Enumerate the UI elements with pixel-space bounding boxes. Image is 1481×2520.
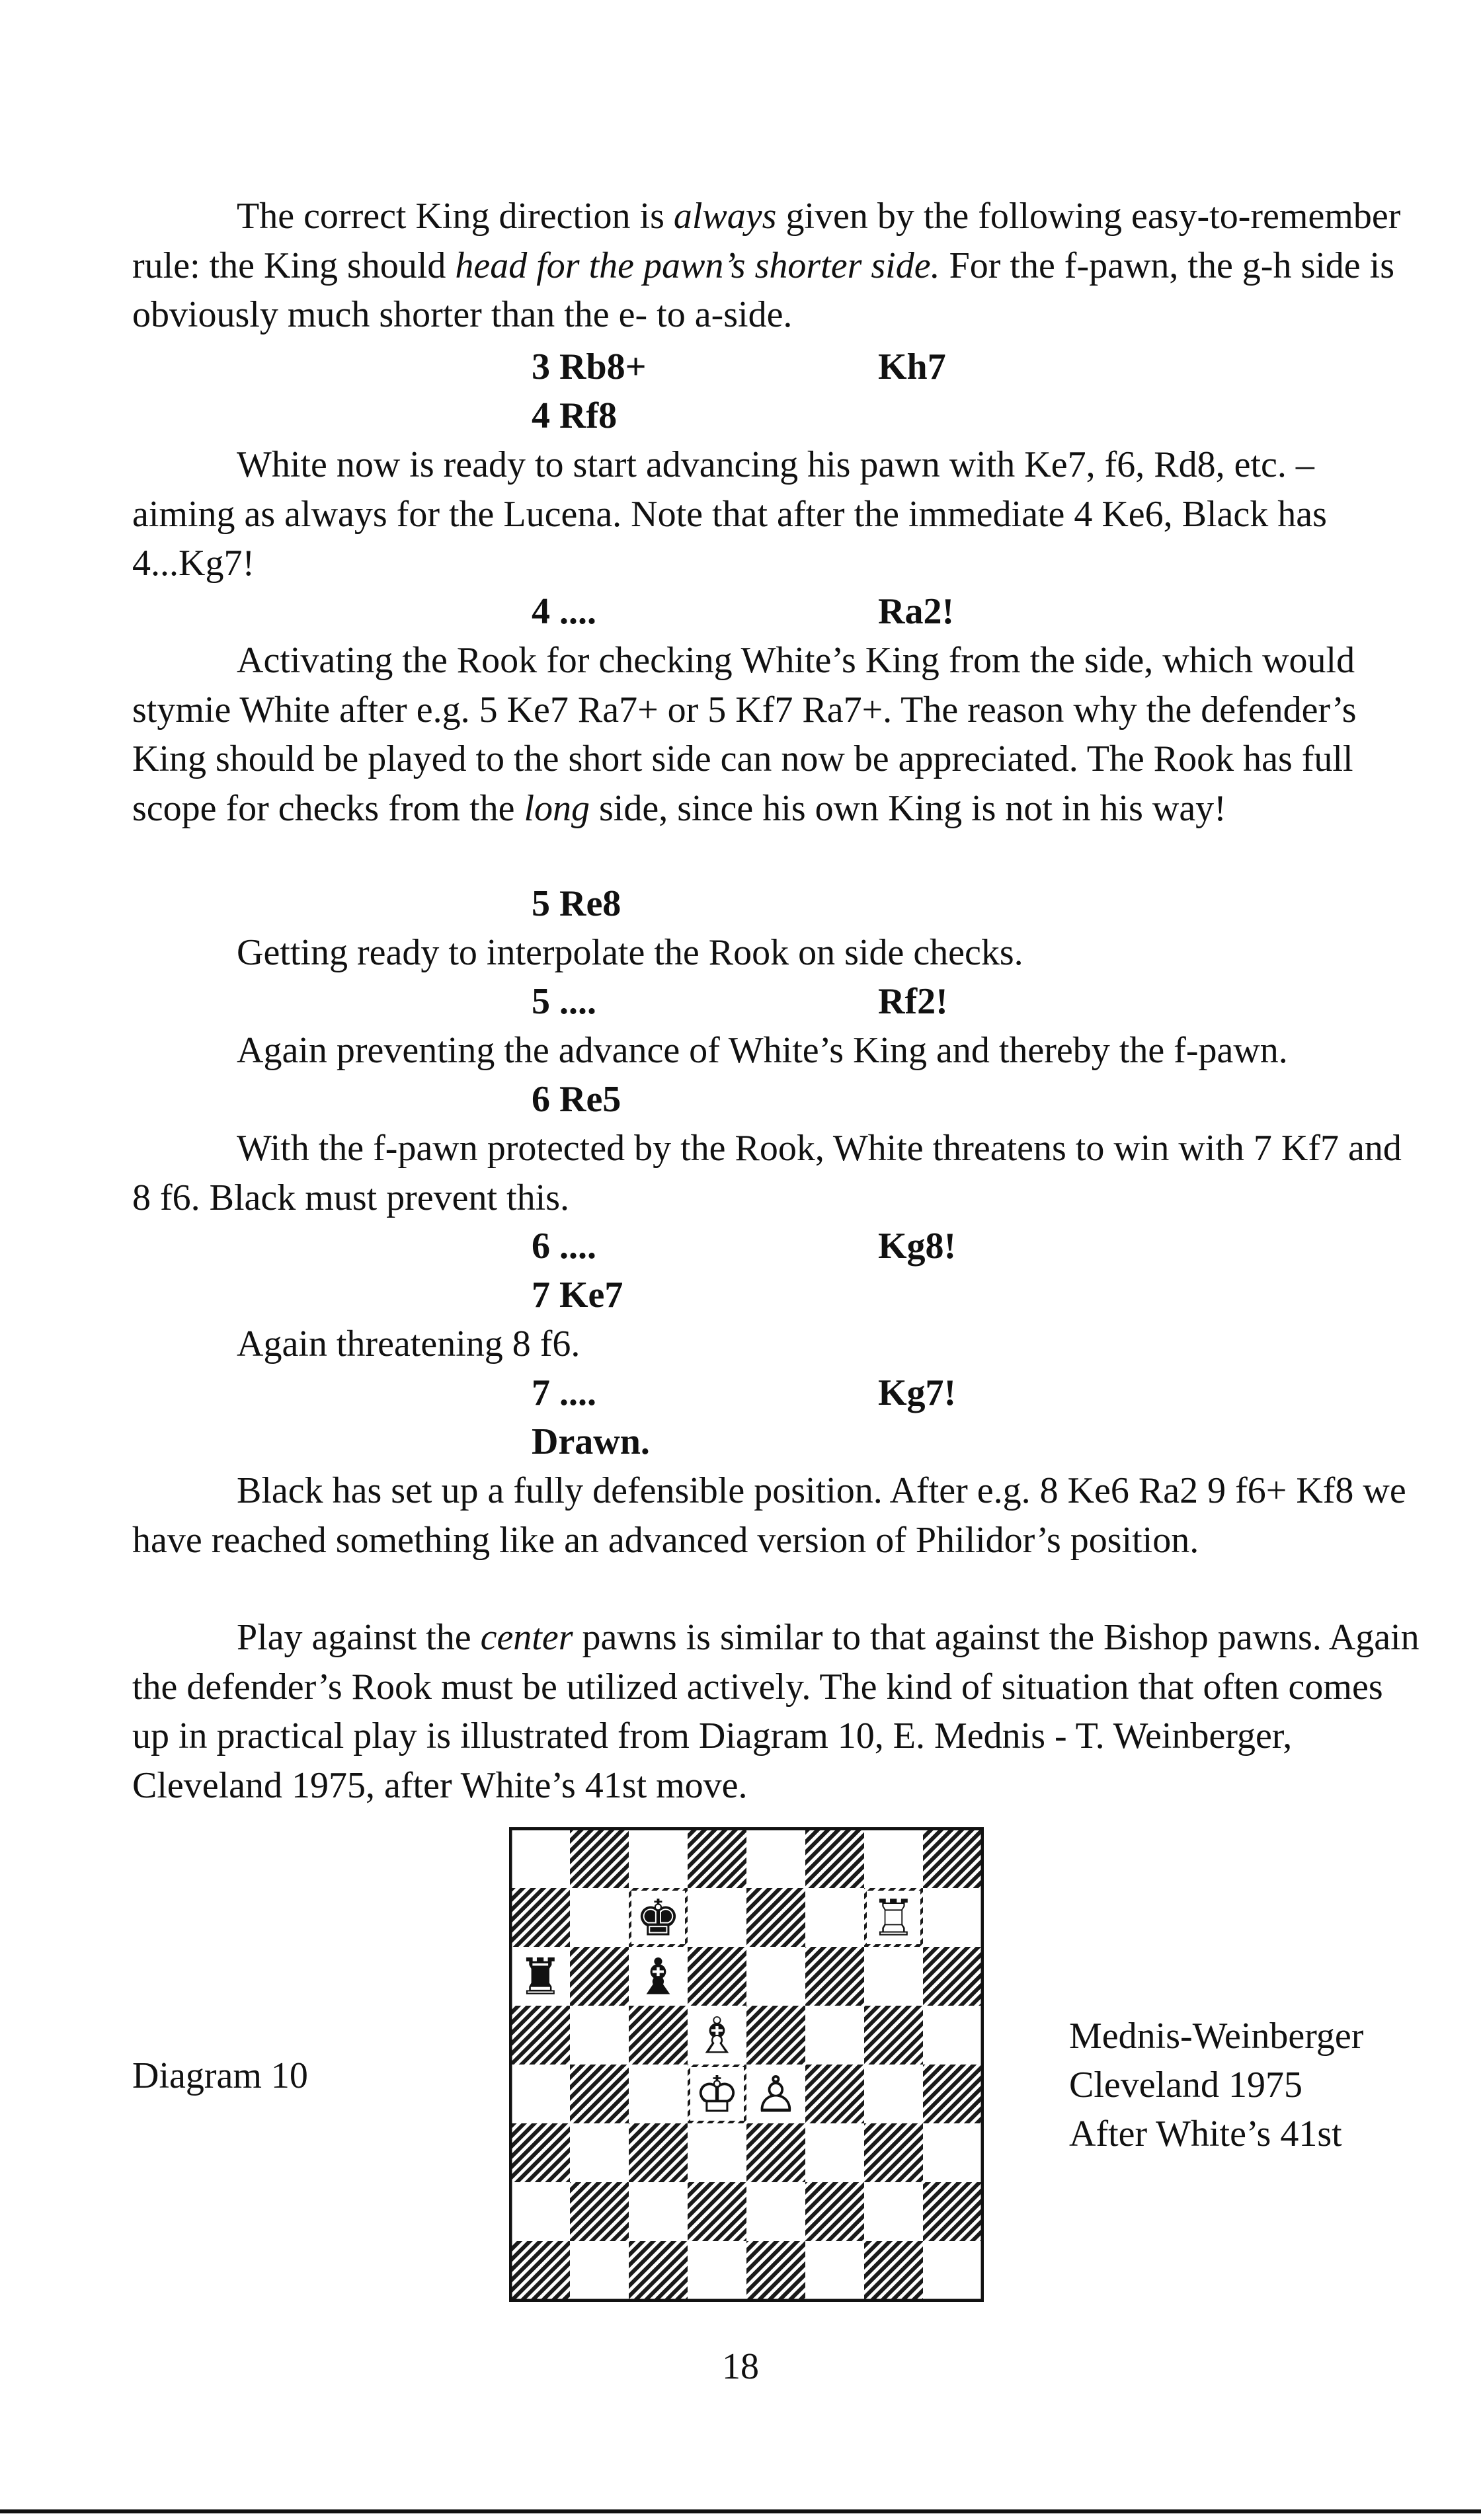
paragraph-preventing-advance: Again preventing the advance of White’s King and thereby the f-pawn. [237, 1030, 1288, 1071]
black-rook-icon: ♜ [518, 1947, 563, 2006]
diagram-label: Diagram 10 [132, 2055, 308, 2096]
dark-square [746, 2241, 805, 2300]
dark-square [746, 2006, 805, 2065]
light-square [805, 2241, 864, 2300]
paragraph-interpolate: Getting ready to interpolate the Rook on side checks. [237, 932, 1023, 973]
light-square [570, 1888, 629, 1947]
light-square [688, 1888, 746, 1947]
dark-square [570, 2182, 629, 2241]
move-4-white: 4 Rf8 [532, 395, 618, 436]
light-square [923, 2241, 982, 2300]
paragraph-ready-to-advance: White now is ready to start advancing his pawn with Ke7, f6, Rd8, etc. – aiming as always for the Lucena. Note that after the immediate 4 Ke6, Black has 4...Kg7! [132, 444, 1327, 584]
move-5-white-dots: 5 .... [532, 981, 596, 1022]
dark-square [864, 2241, 923, 2300]
light-square [864, 2065, 923, 2123]
move-6-black: Kg8! [878, 1226, 957, 1267]
light-square [629, 1829, 688, 1888]
black-bishop-icon: ♝ [635, 1947, 681, 2006]
light-square [629, 2182, 688, 2241]
paragraph-king-direction: The correct King direction is always given by the following easy-to-remember rule: the King should head for the pawn’s shorter side. For the f-pawn, the g-h side is obviously much shorter than the e- to a-side. [132, 196, 1401, 335]
dark-square [923, 2182, 982, 2241]
diagram-caption [1069, 2012, 1363, 2158]
dark-square [511, 1888, 570, 1947]
move-3-white: 3 Rb8+ [532, 346, 647, 387]
dark-square [805, 1829, 864, 1888]
light-square [688, 2123, 746, 2182]
move-4-black: Ra2! [878, 591, 955, 632]
light-square [805, 2123, 864, 2182]
light-square [923, 2123, 982, 2182]
paragraph-f-pawn-protected: With the f-pawn protected by the Rook, White threatens to win with 7 Kf7 and 8 f6. Black must prevent this. [132, 1128, 1402, 1218]
light-square [746, 1947, 805, 2006]
light-square [570, 2241, 629, 2300]
caption-move: After White’s 41st [1069, 2113, 1342, 2154]
light-square [864, 2182, 923, 2241]
dark-square [746, 2123, 805, 2182]
light-square [570, 2123, 629, 2182]
page-number: 18 [722, 2346, 759, 2387]
light-square [746, 2182, 805, 2241]
bottom-rule [0, 2509, 1481, 2513]
light-square [688, 2241, 746, 2300]
light-square [805, 2006, 864, 2065]
dark-square [570, 1947, 629, 2006]
dark-square [864, 2006, 923, 2065]
move-5-white: 5 Re8 [532, 883, 621, 924]
dark-square [570, 1829, 629, 1888]
dark-square [923, 2065, 982, 2123]
dark-square [688, 1947, 746, 2006]
dark-square [629, 2241, 688, 2300]
light-square [805, 1888, 864, 1947]
caption-event: Cleveland 1975 [1069, 2065, 1303, 2106]
move-6-white: 6 Re5 [532, 1079, 621, 1120]
move-4-white-dots: 4 .... [532, 591, 596, 632]
white-bishop-icon: ♗ [694, 2006, 740, 2065]
light-square [629, 2065, 688, 2123]
light-square [864, 1947, 923, 2006]
dark-square [746, 1888, 805, 1947]
dark-square [923, 1947, 982, 2006]
dark-square [805, 1947, 864, 2006]
light-square [511, 1829, 570, 1888]
move-7-white-dots: 7 .... [532, 1372, 596, 1413]
light-square [511, 2182, 570, 2241]
dark-square [570, 2065, 629, 2123]
black-king-icon: ♚ [635, 1888, 681, 1948]
paragraph-threatening-f6: Again threatening 8 f6. [237, 1323, 580, 1364]
dark-square [864, 2123, 923, 2182]
paragraph-activating-rook: Activating the Rook for checking White’s King from the side, which would stymie White after e.g. 5 Ke7 Ra7+ or 5 Kf7 Ra7+. The reason why the defender’s King should be played to the short side can now be appreciated. The Rook has full scope for checks from the long side, since his own King is not in his way! [132, 640, 1357, 829]
result-drawn: Drawn. [532, 1421, 650, 1462]
chess-diagram [509, 1827, 984, 2302]
paragraph-center-pawns: Play against the center pawns is similar to that against the Bishop pawns. Again the defender’s Rook must be utilized actively. The kind of situation that often comes up in practical play is illustrated from Diagram 10, E. Mednis - T. Weinberger, Cleveland 1975, after White’s 41st move. [132, 1617, 1420, 1806]
dark-square [688, 1829, 746, 1888]
white-king-icon: ♔ [694, 2065, 740, 2124]
move-7-white: 7 Ke7 [532, 1275, 623, 1316]
dark-square [805, 2065, 864, 2123]
dark-square [511, 2241, 570, 2300]
paragraph-defensible-position: Black has set up a fully defensible position. After e.g. 8 Ke6 Ra2 9 f6+ Kf8 we have reached something like an advanced version of Philidor’s position. [132, 1470, 1406, 1561]
move-6-white-dots: 6 .... [532, 1226, 596, 1267]
light-square [923, 1888, 982, 1947]
dark-square [629, 2123, 688, 2182]
caption-players: Mednis-Weinberger [1069, 2016, 1364, 2057]
white-pawn-icon: ♙ [753, 2065, 799, 2124]
dark-square [688, 2182, 746, 2241]
light-square [923, 2006, 982, 2065]
move-3-black: Kh7 [878, 346, 946, 387]
move-7-black: Kg7! [878, 1372, 957, 1413]
dark-square [511, 2123, 570, 2182]
dark-square [805, 2182, 864, 2241]
dark-square [923, 1829, 982, 1888]
light-square [511, 2065, 570, 2123]
light-square [746, 1829, 805, 1888]
dark-square [629, 2006, 688, 2065]
dark-square [511, 2006, 570, 2065]
light-square [864, 1829, 923, 1888]
move-5-black: Rf2! [878, 981, 948, 1022]
white-rook-icon: ♖ [871, 1888, 916, 1948]
light-square [570, 2006, 629, 2065]
